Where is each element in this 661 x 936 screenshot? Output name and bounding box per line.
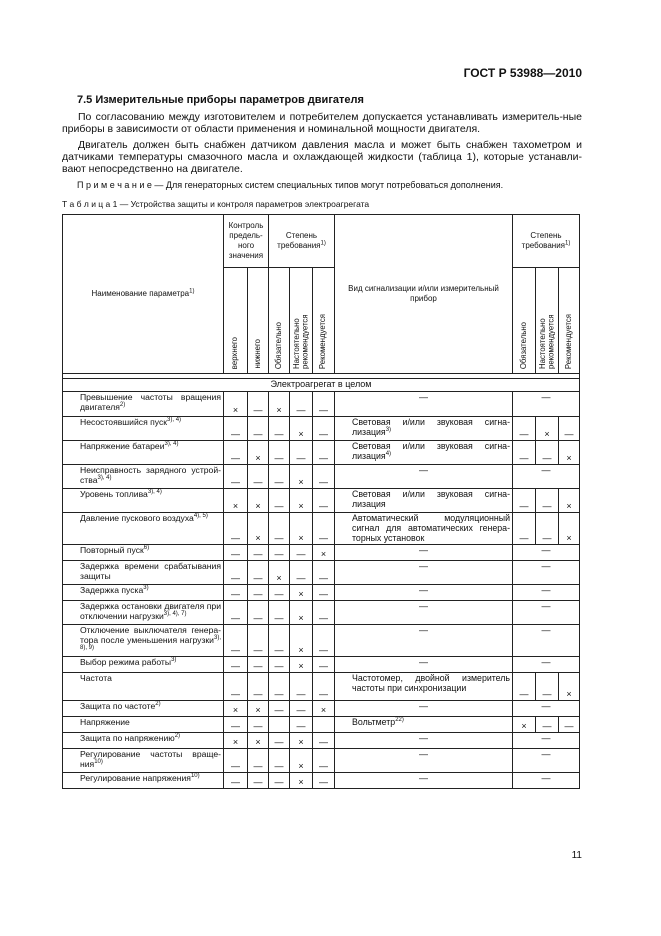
requirement-mark: × bbox=[224, 489, 248, 513]
requirement-mark: — bbox=[269, 673, 290, 701]
parameter-name: Выбор режима работы$^{3)}$ bbox=[63, 657, 224, 673]
table-row bbox=[63, 733, 580, 749]
parameter-name: Уровень топлива$^{3), 4)}$ bbox=[63, 489, 224, 513]
device-cell: Частотомер, двойной измеритель частоты при синхронизации bbox=[335, 673, 513, 701]
requirement-mark: × bbox=[248, 441, 269, 465]
document-header: ГОСТ Р 53988—2010 bbox=[463, 66, 582, 80]
requirement-mark: — bbox=[269, 625, 290, 657]
requirement-mark: × bbox=[313, 701, 335, 717]
requirement-mark: — bbox=[224, 625, 248, 657]
col-header-name: Наименование параметра$^{1)}$ bbox=[63, 215, 224, 374]
table-row bbox=[63, 585, 580, 601]
device-cell: Световая и/или звуковая сигна-лизация$^{3)}$ bbox=[335, 417, 513, 441]
requirement-mark: — bbox=[248, 392, 269, 417]
requirement-mark: — bbox=[269, 441, 290, 465]
parameter-name: Регулирование частоты враще-ния$^{10)}$ bbox=[63, 749, 224, 773]
requirement-mark: — bbox=[313, 749, 335, 773]
requirement-mark: — bbox=[313, 441, 335, 465]
requirement-mark: — bbox=[313, 561, 335, 585]
requirement-mark: — bbox=[248, 673, 269, 701]
requirement-mark: — bbox=[269, 417, 290, 441]
table-row bbox=[63, 601, 580, 625]
requirement-mark bbox=[313, 717, 335, 733]
requirement-mark: × bbox=[290, 733, 313, 749]
requirement-mark-2: — bbox=[513, 601, 580, 625]
requirement-mark: — bbox=[269, 657, 290, 673]
requirement-mark: — bbox=[248, 625, 269, 657]
requirement-mark: — bbox=[269, 513, 290, 545]
requirement-mark: × bbox=[269, 392, 290, 417]
device-cell: Автоматический модуляционный сигнал для автоматических генера-торных установок bbox=[335, 513, 513, 545]
section-title: 7.5 Измерительные приборы параметров двигателя bbox=[77, 94, 364, 106]
requirement-mark: — bbox=[248, 585, 269, 601]
col-header-limit: Контроль предель-ного значения bbox=[224, 215, 269, 268]
requirement-mark: × bbox=[224, 733, 248, 749]
requirement-mark-2: — bbox=[513, 417, 536, 441]
requirement-mark-2: — bbox=[513, 465, 580, 489]
requirement-mark-2: — bbox=[513, 673, 536, 701]
requirement-mark: — bbox=[290, 392, 313, 417]
table-row bbox=[63, 657, 580, 673]
requirement-mark: — bbox=[224, 673, 248, 701]
requirement-mark-2: — bbox=[513, 749, 580, 773]
col-header-device: Вид сигнализации и/или измерительный прибор bbox=[335, 215, 513, 374]
requirement-mark: — bbox=[248, 545, 269, 561]
sub-header-mandatory-2: Обязательно bbox=[513, 268, 536, 374]
device-cell: — bbox=[335, 585, 513, 601]
table-row bbox=[63, 701, 580, 717]
requirement-mark: — bbox=[224, 417, 248, 441]
requirement-mark-2: — bbox=[513, 561, 580, 585]
table-row bbox=[63, 717, 580, 733]
requirement-mark: — bbox=[224, 441, 248, 465]
sub-header-upper: верхнего bbox=[224, 268, 248, 374]
requirement-mark: × bbox=[290, 601, 313, 625]
table-caption-label: Т а б л и ц а 1 bbox=[62, 199, 118, 209]
col-header-degree: Степень требования$^{1)}$ bbox=[269, 215, 335, 268]
table-row bbox=[63, 561, 580, 585]
requirement-mark: — bbox=[248, 417, 269, 441]
requirement-mark: — bbox=[224, 749, 248, 773]
note-text: — Для генераторных систем специальных типов могут потребоваться дополнения. bbox=[151, 180, 504, 190]
requirement-mark-2: — bbox=[513, 441, 536, 465]
requirement-mark: — bbox=[269, 489, 290, 513]
requirement-mark-2: — bbox=[513, 773, 580, 789]
requirement-mark-2: — bbox=[559, 417, 580, 441]
requirement-mark-2: — bbox=[513, 657, 580, 673]
requirement-mark: × bbox=[290, 489, 313, 513]
requirement-mark-2: × bbox=[559, 489, 580, 513]
note-label: П р и м е ч а н и е bbox=[77, 180, 152, 190]
requirement-mark: — bbox=[290, 561, 313, 585]
parameter-name: Давление пускового воздуха$^{4), 5)}$ bbox=[63, 513, 224, 545]
group-row bbox=[63, 379, 580, 392]
requirement-mark: × bbox=[224, 392, 248, 417]
requirement-mark-2: — bbox=[536, 489, 559, 513]
table-row bbox=[63, 545, 580, 561]
requirement-mark: × bbox=[224, 701, 248, 717]
requirement-mark: × bbox=[248, 701, 269, 717]
device-cell: Световая и/или звуковая сигна-лизация$^{4)}$ bbox=[335, 441, 513, 465]
table-row bbox=[63, 749, 580, 773]
parameter-name: Защита по напряжению$^{2)}$ bbox=[63, 733, 224, 749]
requirement-mark: — bbox=[248, 717, 269, 733]
requirement-mark-2: × bbox=[559, 673, 580, 701]
parameter-name: Задержка остановки двигателя при отключении нагрузки$^{3), 4), 7)}$ bbox=[63, 601, 224, 625]
requirement-mark: × bbox=[290, 773, 313, 789]
requirement-mark-2: — bbox=[513, 545, 580, 561]
sub-header-recommended: Рекомендуется bbox=[313, 268, 335, 374]
parameter-name: Регулирование напряжения$^{10)}$ bbox=[63, 773, 224, 789]
parameter-name: Превышение частоты вращения двигателя$^{2)}$ bbox=[63, 392, 224, 417]
requirement-mark-2: — bbox=[513, 585, 580, 601]
requirement-mark: — bbox=[269, 545, 290, 561]
requirement-mark: — bbox=[313, 417, 335, 441]
device-cell: Вольтметр$^{22)}$ bbox=[335, 717, 513, 733]
table-row bbox=[63, 392, 580, 417]
parameter-name: Задержка времени срабатывания защиты bbox=[63, 561, 224, 585]
group-label: Электроагрегат в целом bbox=[63, 379, 580, 392]
requirement-mark: — bbox=[224, 601, 248, 625]
requirement-mark: × bbox=[248, 733, 269, 749]
requirement-mark: — bbox=[269, 733, 290, 749]
requirement-mark: — bbox=[248, 561, 269, 585]
table-row bbox=[63, 513, 580, 545]
requirement-mark-2: — bbox=[513, 489, 536, 513]
parameter-name: Частота bbox=[63, 673, 224, 701]
requirement-mark: × bbox=[313, 545, 335, 561]
table-row bbox=[63, 417, 580, 441]
requirement-mark-2: × bbox=[559, 441, 580, 465]
requirement-mark: — bbox=[313, 773, 335, 789]
requirement-mark: — bbox=[269, 601, 290, 625]
table-caption-text: — Устройства защиты и контроля параметров электроагрегата bbox=[117, 199, 370, 209]
device-cell: Световая и/или звуковая сигна-лизация bbox=[335, 489, 513, 513]
requirement-mark: × bbox=[248, 513, 269, 545]
requirement-mark: — bbox=[224, 657, 248, 673]
col-header-degree-2: Степень требования$^{1)}$ bbox=[513, 215, 580, 268]
device-cell: — bbox=[335, 561, 513, 585]
requirement-mark bbox=[269, 717, 290, 733]
requirement-mark: — bbox=[269, 773, 290, 789]
requirement-mark-2: — bbox=[536, 717, 559, 733]
device-cell: — bbox=[335, 601, 513, 625]
requirement-mark: — bbox=[224, 465, 248, 489]
device-cell: — bbox=[335, 545, 513, 561]
parameter-name: Защита по частоте$^{2)}$ bbox=[63, 701, 224, 717]
requirement-mark: — bbox=[248, 601, 269, 625]
requirement-mark: — bbox=[224, 717, 248, 733]
table-row bbox=[63, 465, 580, 489]
requirement-mark-2: — bbox=[513, 392, 580, 417]
requirement-mark: × bbox=[290, 657, 313, 673]
device-cell: — bbox=[335, 733, 513, 749]
sub-header-recommended-2: Рекомендуется bbox=[559, 268, 580, 374]
table-header-row-1 bbox=[63, 215, 580, 268]
device-cell: — bbox=[335, 625, 513, 657]
requirement-mark: — bbox=[313, 625, 335, 657]
requirement-mark: — bbox=[313, 585, 335, 601]
sub-header-strongly-recommended-2: Настоятельно рекомендуется bbox=[536, 268, 559, 374]
requirement-mark: × bbox=[290, 625, 313, 657]
requirement-mark-2: × bbox=[536, 417, 559, 441]
requirement-mark-2: — bbox=[513, 625, 580, 657]
requirement-mark: — bbox=[224, 773, 248, 789]
requirement-mark: — bbox=[248, 657, 269, 673]
requirement-mark: × bbox=[290, 585, 313, 601]
requirement-mark-2: — bbox=[559, 717, 580, 733]
requirement-mark-2: × bbox=[513, 717, 536, 733]
requirement-mark: — bbox=[290, 441, 313, 465]
parameter-name: Неисправность зарядного устрой- ства$^{3), 4)}$ bbox=[63, 465, 224, 489]
page-number: 11 bbox=[571, 850, 582, 861]
note bbox=[77, 180, 503, 190]
requirement-mark-2: — bbox=[536, 513, 559, 545]
table-row bbox=[63, 773, 580, 789]
requirement-mark: × bbox=[290, 465, 313, 489]
requirement-mark: — bbox=[313, 601, 335, 625]
requirement-mark-2: — bbox=[536, 673, 559, 701]
requirement-mark: — bbox=[290, 701, 313, 717]
sub-header-lower: нижнего bbox=[248, 268, 269, 374]
device-cell: — bbox=[335, 749, 513, 773]
table-row bbox=[63, 625, 580, 657]
requirement-mark: — bbox=[290, 673, 313, 701]
sub-header-strongly-recommended: Настоятельно рекомендуется bbox=[290, 268, 313, 374]
table-caption bbox=[62, 199, 369, 209]
requirement-mark: — bbox=[248, 773, 269, 789]
device-cell: — bbox=[335, 701, 513, 717]
requirement-mark: — bbox=[269, 749, 290, 773]
requirement-mark: — bbox=[224, 585, 248, 601]
requirement-mark: — bbox=[290, 717, 313, 733]
parameter-name: Повторный пуск$^{6)}$ bbox=[63, 545, 224, 561]
requirement-mark-2: — bbox=[513, 513, 536, 545]
sub-header-mandatory: Обязательно bbox=[269, 268, 290, 374]
requirement-mark-2: — bbox=[513, 701, 580, 717]
requirement-mark: — bbox=[313, 673, 335, 701]
table-row bbox=[63, 673, 580, 701]
requirement-mark-2: — bbox=[536, 441, 559, 465]
parameter-name: Задержка пуска$^{3)}$ bbox=[63, 585, 224, 601]
requirement-mark: — bbox=[224, 513, 248, 545]
parameter-name: Напряжение батареи$^{3), 4)}$ bbox=[63, 441, 224, 465]
requirement-mark: × bbox=[290, 513, 313, 545]
paragraph-1: По согласованию между изготовителем и потребителем допускается устанавливать измеритель-ные приборы в зависимости от области применения и номинальной мощности двигателя. bbox=[62, 111, 582, 136]
parameters-table bbox=[62, 214, 580, 789]
requirement-mark: × bbox=[248, 489, 269, 513]
requirement-mark: — bbox=[313, 657, 335, 673]
requirement-mark: — bbox=[313, 465, 335, 489]
device-cell: — bbox=[335, 773, 513, 789]
requirement-mark: — bbox=[313, 513, 335, 545]
requirement-mark: — bbox=[269, 585, 290, 601]
requirement-mark-2: × bbox=[559, 513, 580, 545]
requirement-mark: × bbox=[290, 749, 313, 773]
device-cell: — bbox=[335, 465, 513, 489]
table-row bbox=[63, 441, 580, 465]
requirement-mark: — bbox=[224, 545, 248, 561]
device-cell: — bbox=[335, 392, 513, 417]
paragraph-2: Двигатель должен быть снабжен датчиком давления масла и может быть снабжен тахометром и датчиками температуры смазочного масла и охлаждающей жидкости (таблица 1), которые устанавли-вают непосредственно на двигателе. bbox=[62, 139, 582, 176]
requirement-mark: — bbox=[248, 749, 269, 773]
requirement-mark-2: — bbox=[513, 733, 580, 749]
parameter-name: Несостоявшийся пуск$^{3), 4)}$ bbox=[63, 417, 224, 441]
table-row bbox=[63, 489, 580, 513]
requirement-mark: — bbox=[313, 392, 335, 417]
parameter-name: Напряжение bbox=[63, 717, 224, 733]
requirement-mark: — bbox=[224, 561, 248, 585]
requirement-mark: × bbox=[290, 417, 313, 441]
requirement-mark: — bbox=[269, 701, 290, 717]
requirement-mark: — bbox=[269, 465, 290, 489]
requirement-mark: — bbox=[248, 465, 269, 489]
requirement-mark: × bbox=[269, 561, 290, 585]
parameter-name: Отключение выключателя генера-тора после уменьшения нагрузки$^{3), 8), 9)}$ bbox=[63, 625, 224, 657]
device-cell: — bbox=[335, 657, 513, 673]
requirement-mark: — bbox=[290, 545, 313, 561]
requirement-mark: — bbox=[313, 489, 335, 513]
requirement-mark: — bbox=[313, 733, 335, 749]
